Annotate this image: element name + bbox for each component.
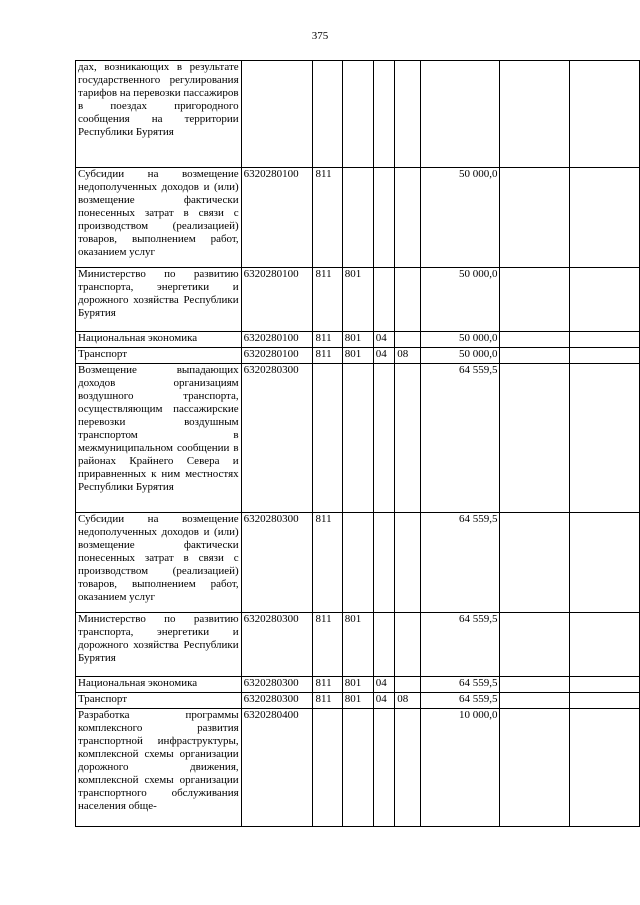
empty-column-cell — [570, 332, 640, 348]
expense-type-code — [313, 61, 342, 168]
empty-column-cell — [570, 348, 640, 364]
empty-column-cell — [500, 693, 570, 709]
table-row — [76, 613, 640, 677]
table-row — [76, 348, 640, 364]
expense-type-code: 811 — [313, 677, 342, 693]
row-name-cell: Возмещение выпадающих доходов организациям воздушного транспорта, осуществляющим пассажирские перевозки воздушным транспортом в межмуниципальном сообщении в районах Крайнего Севера и приравненных к ним местностях Республики Бурятия — [76, 364, 242, 513]
expense-type-code: 811 — [313, 613, 342, 677]
page-number: 375 — [311, 30, 329, 42]
row-name-cell: Министерство по развитию транспорта, энергетики и дорожного хозяйства Республики Бурятия — [76, 613, 242, 677]
row-name-cell: Разработка программы комплексного развития транспортной инфраструктуры, комплексной схемы организации дорожного движения, комплексной схемы организации транспортного обслуживания населения обще- — [76, 709, 242, 827]
ministry-code — [342, 513, 373, 613]
table-row — [76, 364, 640, 513]
table-row — [76, 268, 640, 332]
target-article-code — [241, 61, 313, 168]
empty-column-cell — [500, 348, 570, 364]
subsection-code — [395, 364, 421, 513]
empty-column-cell — [500, 709, 570, 827]
ministry-code: 801 — [342, 348, 373, 364]
subsection-code: 08 — [395, 348, 421, 364]
empty-column-cell — [500, 677, 570, 693]
amount-cell: 50 000,0 — [421, 332, 500, 348]
table-row — [76, 513, 640, 613]
empty-column-cell — [570, 677, 640, 693]
target-article-code: 6320280300 — [241, 677, 313, 693]
section-code: 04 — [373, 677, 394, 693]
table-row — [76, 61, 640, 168]
section-code: 04 — [373, 348, 394, 364]
ministry-code — [342, 168, 373, 268]
row-name-cell: Национальная экономика — [76, 677, 242, 693]
expense-type-code: 811 — [313, 513, 342, 613]
ministry-code — [342, 61, 373, 168]
row-name-cell: Транспорт — [76, 693, 242, 709]
expense-type-code — [313, 364, 342, 513]
empty-column-cell — [570, 364, 640, 513]
budget-table-body — [76, 61, 640, 827]
subsection-code — [395, 513, 421, 613]
amount-cell: 64 559,5 — [421, 613, 500, 677]
empty-column-cell — [570, 168, 640, 268]
target-article-code: 6320280300 — [241, 613, 313, 677]
section-code — [373, 613, 394, 677]
ministry-code: 801 — [342, 268, 373, 332]
subsection-code: 08 — [395, 693, 421, 709]
empty-column-cell — [570, 693, 640, 709]
subsection-code — [395, 61, 421, 168]
target-article-code: 6320280300 — [241, 693, 313, 709]
empty-column-cell — [570, 709, 640, 827]
section-code: 04 — [373, 693, 394, 709]
empty-column-cell — [570, 513, 640, 613]
amount-cell: 50 000,0 — [421, 168, 500, 268]
amount-cell: 64 559,5 — [421, 364, 500, 513]
amount-cell: 50 000,0 — [421, 348, 500, 364]
empty-column-cell — [570, 268, 640, 332]
row-name-cell: Субсидии на возмещение недополученных доходов и (или) возмещение фактически понесенных затрат в связи с производством (реализацией) товаров, выполнением работ, оказанием услуг — [76, 168, 242, 268]
empty-column-cell — [500, 332, 570, 348]
table-row — [76, 677, 640, 693]
expense-type-code: 811 — [313, 332, 342, 348]
empty-column-cell — [570, 61, 640, 168]
amount-cell: 10 000,0 — [421, 709, 500, 827]
expense-type-code: 811 — [313, 693, 342, 709]
amount-cell: 50 000,0 — [421, 268, 500, 332]
amount-cell: 64 559,5 — [421, 693, 500, 709]
target-article-code: 6320280100 — [241, 348, 313, 364]
section-code: 04 — [373, 332, 394, 348]
row-name-cell: Транспорт — [76, 348, 242, 364]
section-code — [373, 268, 394, 332]
empty-column-cell — [500, 61, 570, 168]
target-article-code: 6320280400 — [241, 709, 313, 827]
budget-table — [75, 60, 640, 827]
empty-column-cell — [500, 613, 570, 677]
table-row — [76, 693, 640, 709]
subsection-code — [395, 168, 421, 268]
expense-type-code: 811 — [313, 348, 342, 364]
expense-type-code — [313, 709, 342, 827]
table-row — [76, 332, 640, 348]
ministry-code — [342, 364, 373, 513]
ministry-code: 801 — [342, 332, 373, 348]
target-article-code: 6320280300 — [241, 364, 313, 513]
row-name-cell: дах, возникающих в результате государственного регулирования тарифов на перевозки пассажиров в поездах пригородного сообщения на территории Республики Бурятия — [76, 61, 242, 168]
section-code — [373, 709, 394, 827]
ministry-code: 801 — [342, 613, 373, 677]
target-article-code: 6320280100 — [241, 268, 313, 332]
empty-column-cell — [570, 613, 640, 677]
section-code — [373, 61, 394, 168]
amount-cell — [421, 61, 500, 168]
table-row — [76, 168, 640, 268]
target-article-code: 6320280300 — [241, 513, 313, 613]
target-article-code: 6320280100 — [241, 332, 313, 348]
target-article-code: 6320280100 — [241, 168, 313, 268]
table-row — [76, 709, 640, 827]
subsection-code — [395, 677, 421, 693]
row-name-cell: Министерство по развитию транспорта, энергетики и дорожного хозяйства Республики Бурятия — [76, 268, 242, 332]
subsection-code — [395, 613, 421, 677]
subsection-code — [395, 709, 421, 827]
subsection-code — [395, 268, 421, 332]
amount-cell: 64 559,5 — [421, 513, 500, 613]
section-code — [373, 513, 394, 613]
section-code — [373, 364, 394, 513]
ministry-code — [342, 709, 373, 827]
empty-column-cell — [500, 364, 570, 513]
empty-column-cell — [500, 268, 570, 332]
ministry-code: 801 — [342, 677, 373, 693]
ministry-code: 801 — [342, 693, 373, 709]
empty-column-cell — [500, 168, 570, 268]
row-name-cell: Субсидии на возмещение недополученных доходов и (или) возмещение фактически понесенных затрат в связи с производством (реализацией) товаров, выполнением работ, оказанием услуг — [76, 513, 242, 613]
empty-column-cell — [500, 513, 570, 613]
subsection-code — [395, 332, 421, 348]
amount-cell: 64 559,5 — [421, 677, 500, 693]
expense-type-code: 811 — [313, 268, 342, 332]
row-name-cell: Национальная экономика — [76, 332, 242, 348]
section-code — [373, 168, 394, 268]
expense-type-code: 811 — [313, 168, 342, 268]
